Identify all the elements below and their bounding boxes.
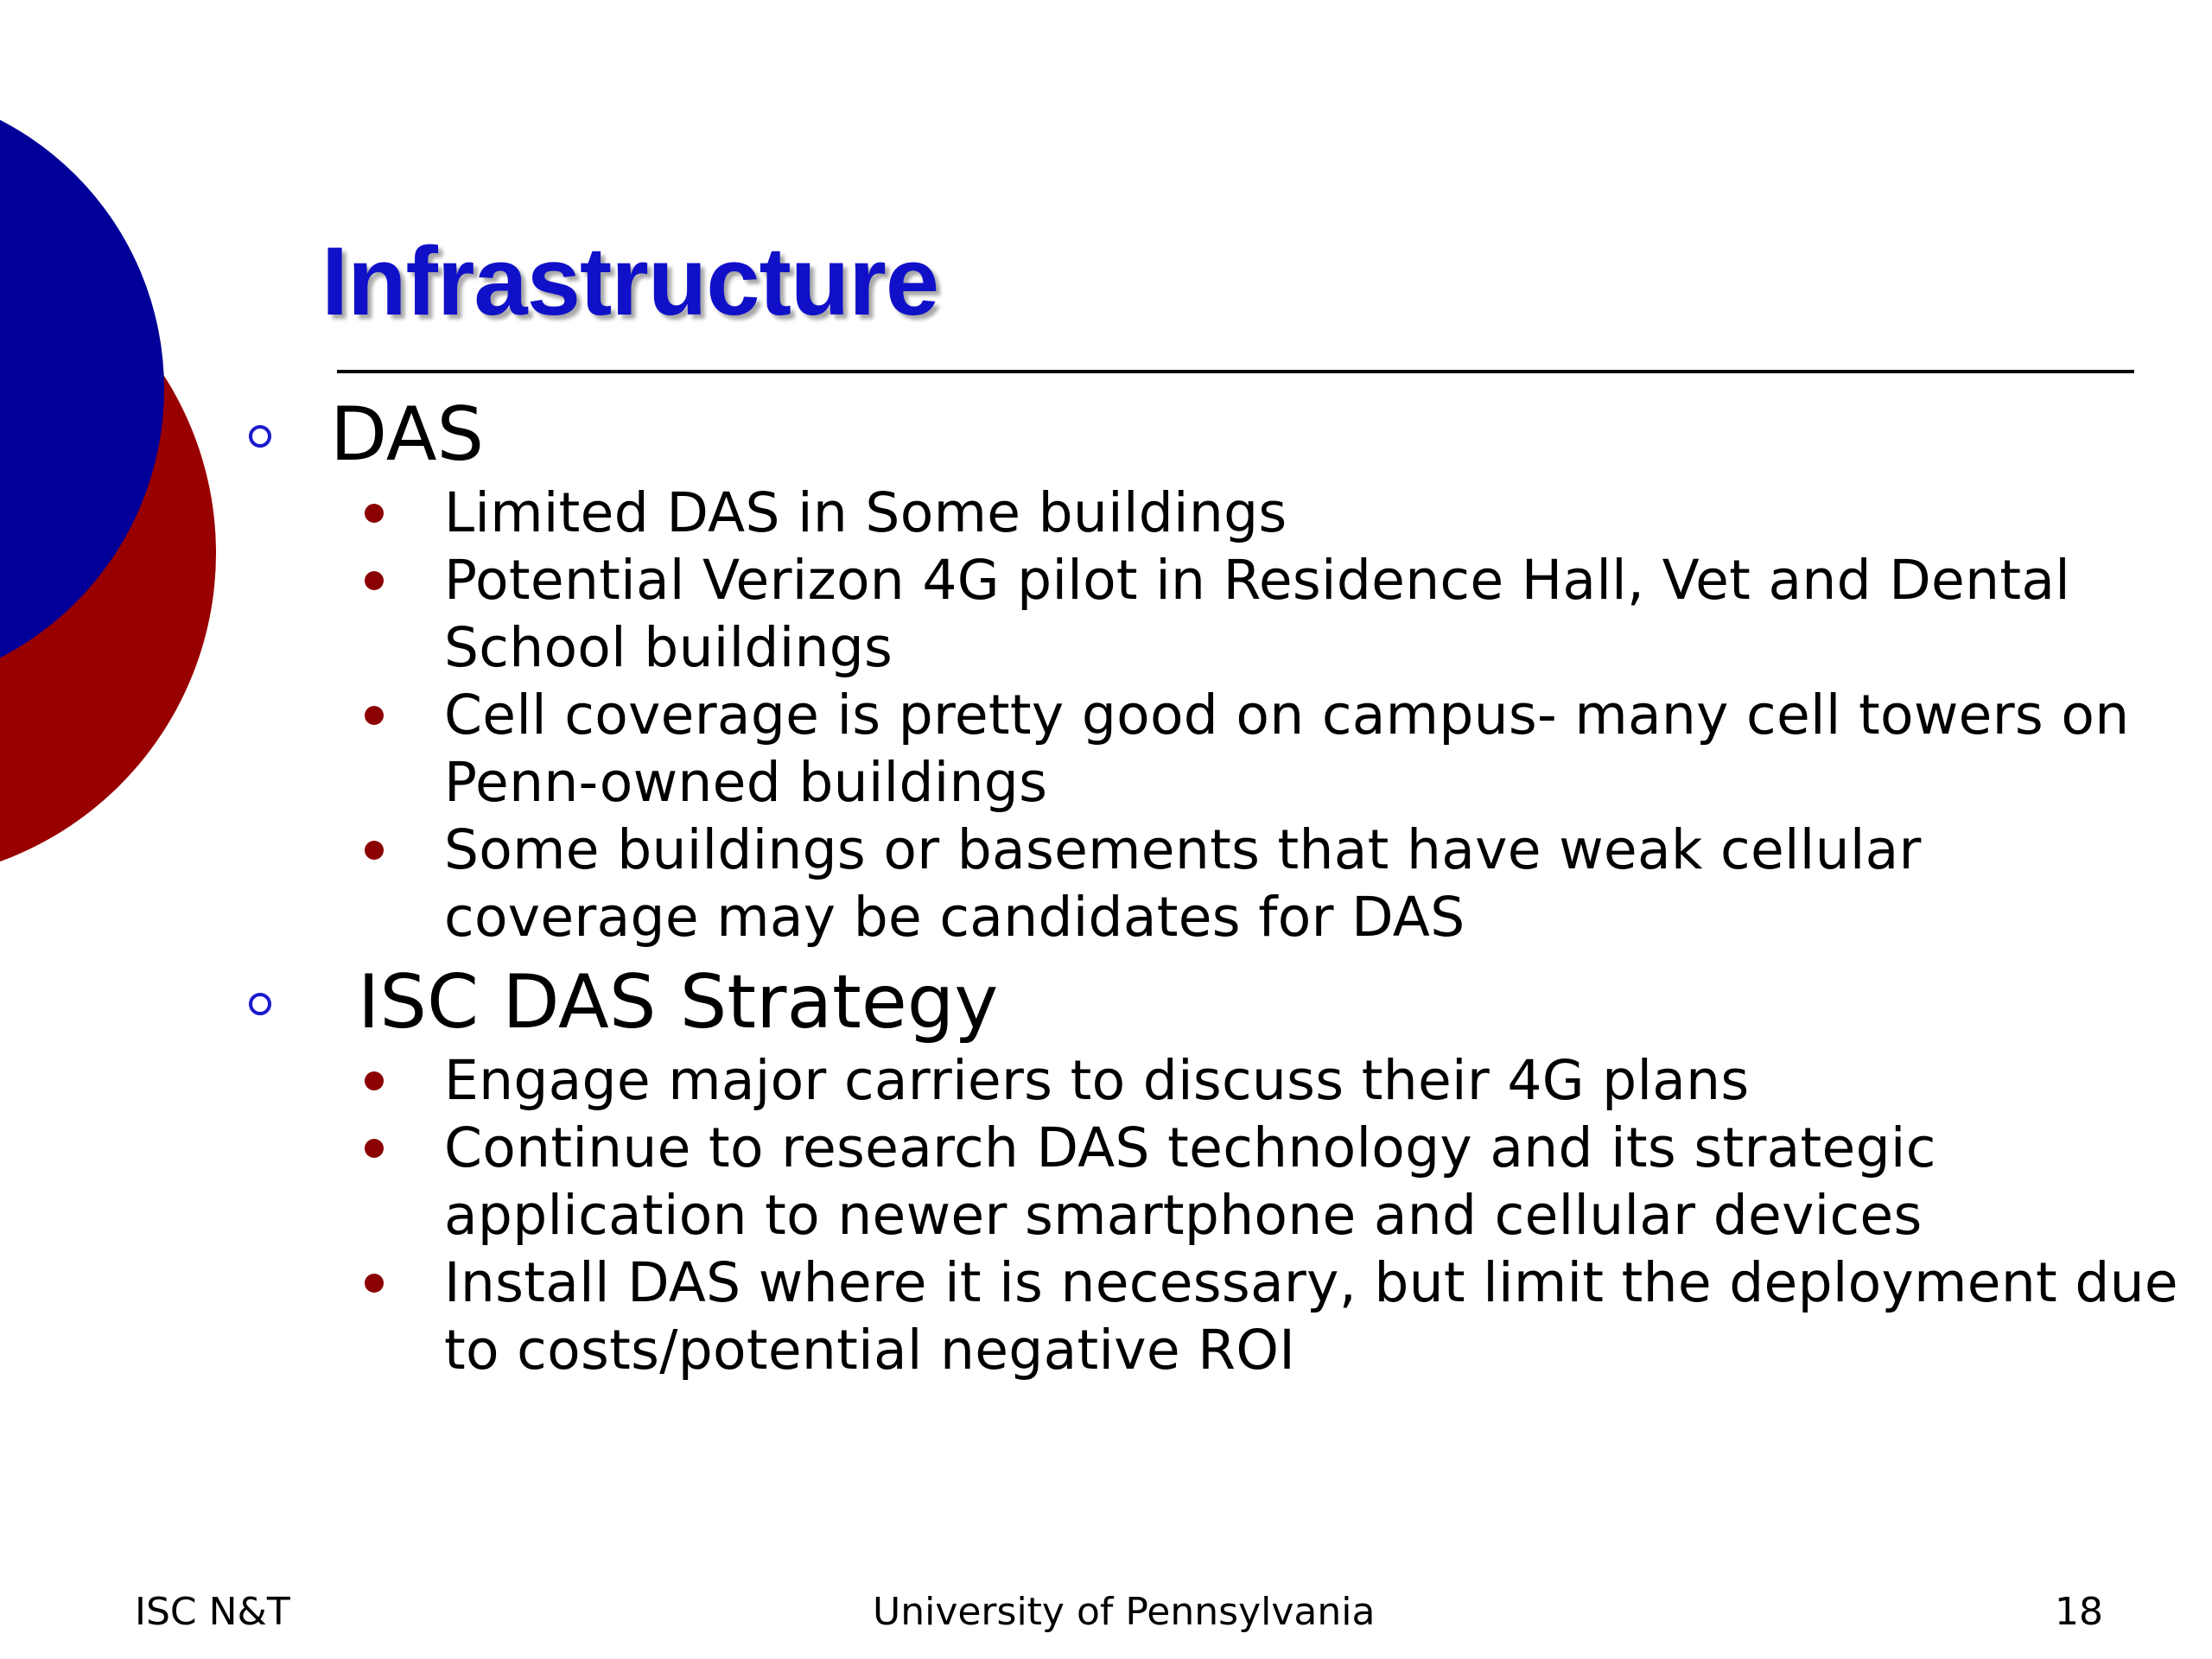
bullet-item — [242, 1249, 2186, 1384]
section-heading — [242, 958, 2186, 1047]
bullet-item — [242, 480, 2186, 547]
slide-number: 18 — [2055, 1590, 2103, 1634]
bullet-text: Cell coverage is pretty good on campus- many cell towers on Penn-owned buildings — [444, 683, 2130, 815]
bullet-text: Potential Verizon 4G pilot in Residence Hall, Vet and Dental School buildings — [444, 549, 2071, 680]
bullet-text: Some buildings or basements that have weak cellular coverage may be candidates for DAS — [444, 818, 1922, 950]
bullet-text: Install DAS where it is necessary, but limit the deployment due to costs/potential negative ROI — [444, 1251, 2178, 1382]
footer-left-text: ISC N&T — [135, 1590, 290, 1634]
slide-title: Infrastructure — [321, 227, 939, 335]
bullet-dot-icon — [365, 1139, 384, 1158]
bullet-item — [242, 1115, 2186, 1249]
footer-institution: University of Pennsylvania — [873, 1590, 1376, 1634]
bullet-dot-icon — [365, 1274, 384, 1293]
hollow-circle-bullet-icon — [249, 993, 271, 1015]
hollow-circle-bullet-icon — [249, 425, 271, 448]
bullet-dot-icon — [365, 504, 384, 523]
section-heading-text: ISC DAS Strategy — [358, 959, 999, 1046]
section-isc-das-strategy — [242, 958, 2186, 1384]
bullet-dot-icon — [365, 571, 384, 590]
bullet-list — [242, 1047, 2186, 1384]
section-das — [242, 391, 2186, 951]
bullet-text: Limited DAS in Some buildings — [444, 481, 1287, 545]
bullet-dot-icon — [365, 1071, 384, 1090]
bullet-item — [242, 817, 2186, 951]
bullet-item — [242, 682, 2186, 817]
bullet-dot-icon — [365, 706, 384, 725]
bullet-item — [242, 1047, 2186, 1115]
bullet-text: Continue to research DAS technology and its strategic application to newer smartphone and cellular devices — [444, 1116, 1936, 1248]
title-divider — [337, 370, 2134, 373]
bullet-dot-icon — [365, 841, 384, 860]
section-heading-text: DAS — [330, 391, 485, 478]
bullet-list — [242, 480, 2186, 951]
slide-body — [242, 391, 2186, 1384]
bullet-item — [242, 547, 2186, 682]
bullet-text: Engage major carriers to discuss their 4G plans — [444, 1049, 1750, 1113]
section-heading — [242, 391, 2186, 480]
